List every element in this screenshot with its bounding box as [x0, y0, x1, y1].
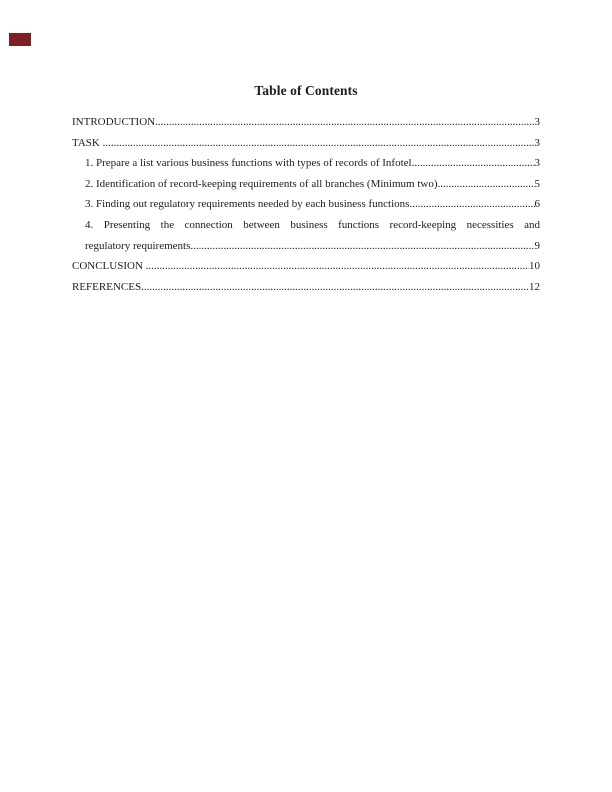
toc-entry-conclusion[interactable]: [72, 256, 540, 277]
toc-entry-label: INTRODUCTION: [72, 116, 156, 128]
toc-page-number: 3: [534, 116, 540, 128]
corner-logo-mark: [9, 33, 31, 46]
toc-entry-introduction[interactable]: [72, 112, 540, 133]
toc-entry-label: 2. Identification of record-keeping requirements of all branches (Minimum two): [85, 177, 438, 190]
toc-entry-task-2[interactable]: [72, 174, 540, 195]
table-of-contents: [72, 112, 540, 297]
toc-entry-task-1[interactable]: [72, 153, 540, 174]
dot-leader: [438, 174, 535, 195]
toc-entry-task[interactable]: [72, 133, 540, 154]
toc-entry-task-4[interactable]: [72, 215, 540, 256]
dot-leader: [141, 277, 529, 298]
toc-page-number: 9: [534, 239, 540, 252]
toc-page-number: 3: [534, 136, 540, 149]
toc-entry-label: 1. Prepare a list various business functions with types of records of Infotel: [85, 157, 412, 170]
dot-leader: [190, 236, 534, 257]
dot-leader: [146, 256, 529, 277]
page-title: Table of Contents: [254, 83, 358, 98]
toc-page-number: 6: [534, 198, 540, 211]
dot-leader: [155, 112, 534, 133]
toc-entry-label-line2: regulatory requirements: [85, 239, 191, 252]
dot-leader: [412, 153, 535, 174]
toc-entry-label: TASK: [72, 136, 103, 149]
toc-page-number: 5: [534, 177, 540, 190]
toc-entry-label: CONCLUSION: [72, 260, 146, 273]
toc-entry-label: REFERENCES: [72, 280, 142, 293]
dot-leader: [103, 133, 535, 154]
toc-page-number: 10: [529, 260, 540, 273]
toc-entry-label: 3. Finding out regulatory requirements needed by each business functions: [85, 198, 410, 211]
toc-entry-task-3[interactable]: [72, 194, 540, 215]
dot-leader: [409, 194, 534, 215]
toc-page-number: 3: [534, 157, 540, 170]
toc-entry-label-line1: 4. Presenting the connection between business functions record-keeping necessities and: [85, 218, 540, 231]
toc-page-number: 12: [529, 280, 540, 293]
toc-entry-references[interactable]: [72, 277, 540, 298]
